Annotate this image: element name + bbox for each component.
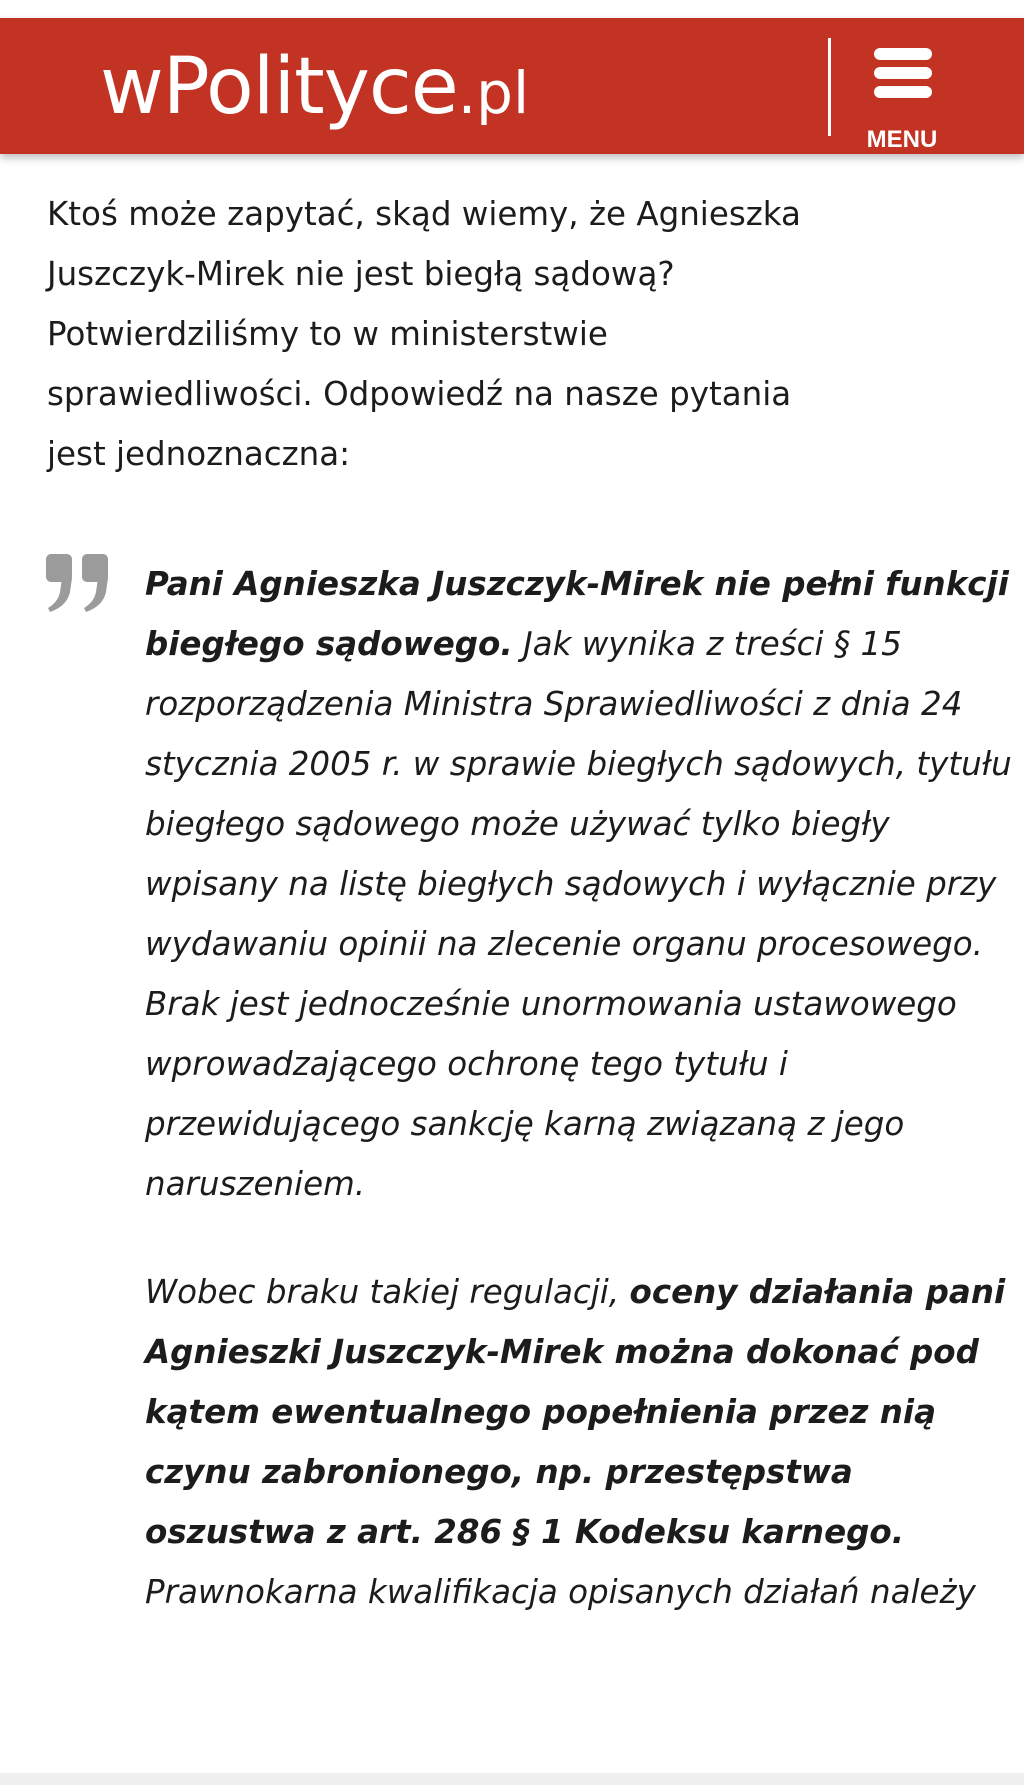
- quote-text: Wobec braku takiej regulacji,: [145, 1273, 630, 1311]
- quote-text: Jak wynika z treści § 15 rozporządzenia Ministra Sprawiedliwości z dnia 24 stycznia 2005 r. w sprawie biegłych sądowych, tytułu biegłego sądowego może używać tylko biegły wpisany na listę biegłych sądowych i wyłącznie przy wydawaniu opinii na zlecenie organu procesowego. Brak jest jednocześnie unormowania ustawowego wprowadzającego ochronę tego tytułu i przewidującego sankcję karną związaną z jego naruszeniem.: [145, 625, 1012, 1203]
- article-quote: [145, 554, 1024, 1622]
- quote-bold-text: oceny działania pani Agnieszki Juszczyk-Mirek można dokonać pod kątem ewentualnego popełnienia przez nią czynu zabronionego, np. przestępstwa oszustwa z art. 286 § 1 Kodeksu karnego.: [145, 1273, 1006, 1551]
- status-strip: [0, 0, 1024, 18]
- site-header: [0, 18, 1024, 154]
- hamburger-menu-icon: [874, 48, 932, 98]
- logo-tld: .pl: [457, 59, 530, 127]
- quote-paragraph-2: [145, 1262, 1024, 1622]
- site-logo[interactable]: [100, 42, 529, 138]
- intro-line: sprawiedliwości. Odpowiedź na nasze pytania: [47, 375, 792, 413]
- menu-button[interactable]: [850, 38, 954, 153]
- intro-line: Ktoś może zapytać, skąd wiemy, że Agnieszka: [47, 195, 801, 233]
- menu-label: MENU: [866, 126, 938, 153]
- quote-paragraph-1: [145, 554, 1024, 1214]
- logo-main: wPolityce: [100, 42, 458, 132]
- intro-line: jest jednoznaczna:: [47, 435, 351, 473]
- quote-text: Prawnokarna kwalifikacja opisanych działań należy: [145, 1573, 976, 1611]
- quote-bold-text: Pani Agnieszka Juszczyk-Mirek nie pełni funkcji biegłego sądowego.: [145, 565, 1009, 663]
- bottom-toolbar-edge: [0, 1773, 1024, 1785]
- intro-line: Potwierdziliśmy to w ministerstwie: [47, 315, 608, 353]
- article-intro: [47, 184, 947, 484]
- quotation-mark-icon: [44, 552, 112, 614]
- header-divider: [828, 38, 831, 136]
- intro-line: Juszczyk-Mirek nie jest biegłą sądową?: [47, 255, 675, 293]
